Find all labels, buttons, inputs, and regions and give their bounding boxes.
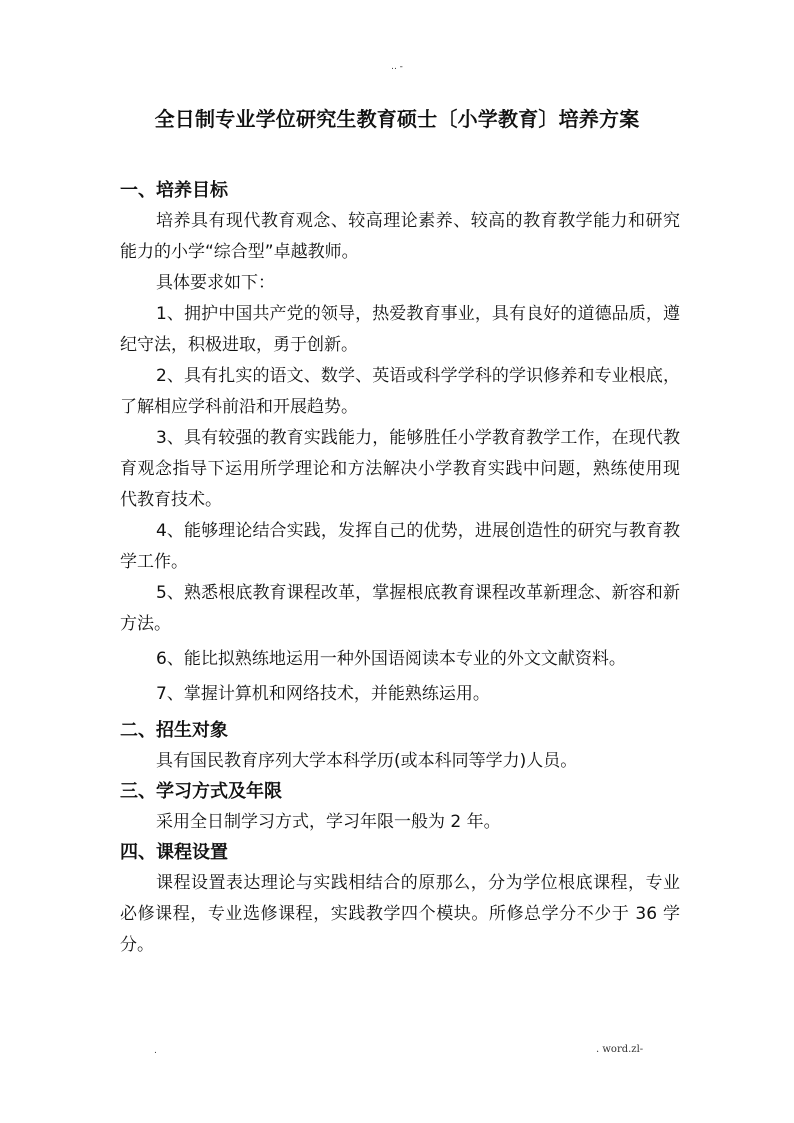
requirement-item-3: 3、具有较强的教育实践能力，能够胜任小学教育教学工作，在现代教育观念指导下运用所学理论和方法解决小学教育实践中问题，熟练使用现代教育技术。 [120,428,680,510]
section-paragraph: 培养具有现代教育观念、较高理论素养、较高的教育教学能力和研究能力的小学“综合型”卓越教师。 [120,211,680,262]
section-heading-study-mode: 三、学习方式及年限 [120,781,282,802]
section-paragraph: 采用全日制学习方式，学习年限一般为 2 年。 [156,812,501,832]
section-paragraph: 具有国民教育序列大学本科学历(或本科同等学力)人员。 [156,751,578,771]
requirement-item-6: 6、能比拟熟练地运用一种外国语阅读本专业的外文文献资料。 [156,649,626,669]
requirement-item-1: 1、拥护中国共产党的领导，热爱教育事业，具有良好的道德品质，遵纪守法，积极进取，勇于创新。 [120,304,680,355]
requirements-intro: 具体要求如下： [156,273,275,293]
section-heading-admission: 二、招生对象 [120,720,228,741]
header-mark: .. - [391,62,403,72]
requirement-item-7: 7、掌握计算机和网络技术，并能熟练运用。 [156,684,490,704]
requirement-item-4: 4、能够理论结合实践，发挥自己的优势，进展创造性的研究与教育教学工作。 [120,521,680,572]
section-heading-curriculum: 四、课程设置 [120,842,228,863]
footer-right-mark: . word.zl- [596,1044,644,1055]
requirement-item-5: 5、熟悉根底教育课程改革，掌握根底教育课程改革新理念、新容和新方法。 [120,583,680,634]
section-heading-training-goals: 一、培养目标 [120,180,228,201]
section-paragraph: 课程设置表达理论与实践相结合的原那么，分为学位根底课程，专业必修课程，专业选修课程，实践教学四个模块。所修总学分不少于 36 学分。 [120,873,680,955]
requirement-item-2: 2、具有扎实的语文、数学、英语或科学学科的学识修养和专业根底，了解相应学科前沿和开展趋势。 [120,366,680,417]
document-title: 全日制专业学位研究生教育硕士〔小学教育〕培养方案 [154,107,640,131]
footer-left-mark: . [154,1046,157,1056]
document-body [120,176,680,961]
